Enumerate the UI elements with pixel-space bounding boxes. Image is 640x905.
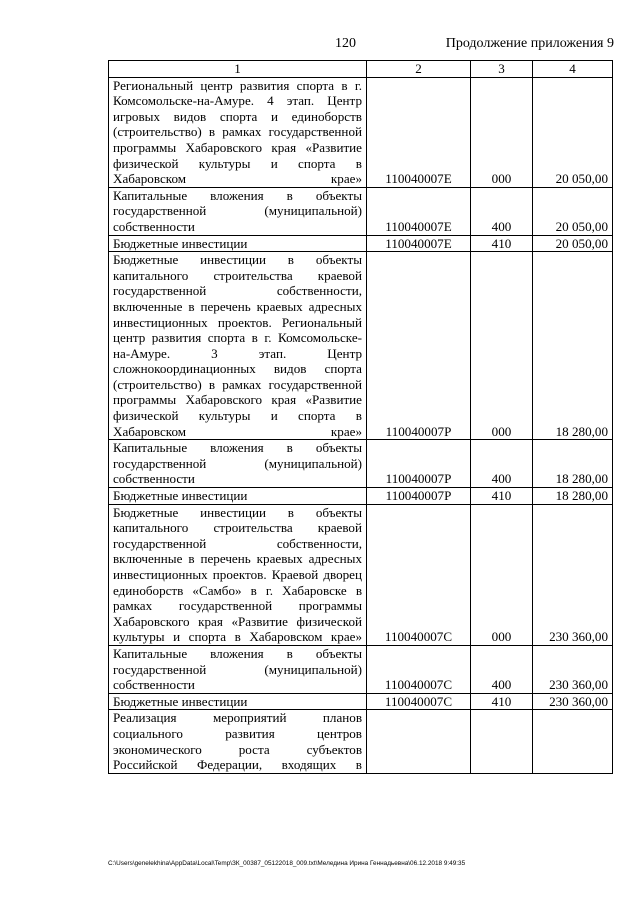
continuation-title: Продолжение приложения 9	[445, 36, 614, 51]
row-amount: 20 050,00	[533, 235, 613, 252]
row-code: 110040007С	[367, 504, 471, 645]
row-expense-type: 410	[471, 693, 533, 710]
page-number: 120	[335, 36, 356, 51]
row-expense-type: 410	[471, 488, 533, 505]
row-name: Бюджетные инвестиции в объекты капитального строительства краевой государственной собственности, включенные в перечень краевых адресных инвестиционных проектов. Краевой дворец единоборств «Самбо» в г. Хабаровске в рамках государственной программы Хабаровского края «Развитие физической культуры и спорта в Хабаровском крае»	[109, 504, 367, 645]
table-row	[109, 693, 613, 710]
row-code: 110040007Е	[367, 235, 471, 252]
row-expense-type: 000	[471, 252, 533, 440]
table-row	[109, 504, 613, 645]
row-name: Бюджетные инвестиции	[109, 488, 367, 505]
row-name: Бюджетные инвестиции в объекты капитального строительства краевой государственной собственности, включенные в перечень краевых адресных инвестиционных проектов. Региональный центр развития спорта в г. Комсомольске-на-Амуре. 3 этап. Центр сложнокоординационных видов спорта (строительство) в рамках государственной программы Хабаровского края «Развитие физической культуры и спорта в Хабаровском крае»	[109, 252, 367, 440]
row-code	[367, 710, 471, 773]
file-path-footer: C:\Users\genelekhina\AppData\Local\Temp\ЗК_00387_05122018_009.txt\Меледина Ирина Геннадьевна\06.12.2018 9:49:35	[108, 860, 466, 867]
row-amount: 230 360,00	[533, 693, 613, 710]
row-code: 110040007Е	[367, 187, 471, 235]
row-expense-type	[471, 710, 533, 773]
row-amount: 18 280,00	[533, 252, 613, 440]
row-expense-type: 000	[471, 77, 533, 187]
row-name: Капитальные вложения в объекты государственной (муниципальной) собственности	[109, 440, 367, 488]
table-row	[109, 252, 613, 440]
column-2-header: 2	[367, 61, 471, 78]
table-row	[109, 235, 613, 252]
column-1-header: 1	[109, 61, 367, 78]
row-name: Бюджетные инвестиции	[109, 693, 367, 710]
row-expense-type: 000	[471, 504, 533, 645]
column-number-row	[109, 61, 613, 78]
budget-table	[108, 60, 613, 774]
column-3-header: 3	[471, 61, 533, 78]
row-name: Капитальные вложения в объекты государственной (муниципальной) собственности	[109, 187, 367, 235]
table-row	[109, 440, 613, 488]
table-row	[109, 187, 613, 235]
table-row	[109, 488, 613, 505]
row-expense-type: 400	[471, 440, 533, 488]
row-name: Капитальные вложения в объекты государственной (муниципальной) собственности	[109, 645, 367, 693]
row-amount: 18 280,00	[533, 488, 613, 505]
row-amount: 230 360,00	[533, 504, 613, 645]
table-row	[109, 710, 613, 773]
row-code: 110040007С	[367, 645, 471, 693]
row-amount: 230 360,00	[533, 645, 613, 693]
row-amount: 18 280,00	[533, 440, 613, 488]
row-amount: 20 050,00	[533, 77, 613, 187]
row-code: 110040007С	[367, 693, 471, 710]
row-code: 110040007Р	[367, 252, 471, 440]
table-row	[109, 645, 613, 693]
row-expense-type: 400	[471, 645, 533, 693]
column-4-header: 4	[533, 61, 613, 78]
row-code: 110040007Р	[367, 488, 471, 505]
row-name: Бюджетные инвестиции	[109, 235, 367, 252]
row-code: 110040007Р	[367, 440, 471, 488]
row-code: 110040007Е	[367, 77, 471, 187]
row-expense-type: 400	[471, 187, 533, 235]
row-expense-type: 410	[471, 235, 533, 252]
table-row	[109, 77, 613, 187]
row-name: Реализация мероприятий планов социального развития центров экономического роста субъектов Российской Федерации, входящих в	[109, 710, 367, 773]
row-amount: 20 050,00	[533, 187, 613, 235]
row-name: Региональный центр развития спорта в г. Комсомольске-на-Амуре. 4 этап. Центр игровых видов спорта и единоборств (строительство) в рамках государственной программы Хабаровского края «Развитие физической культуры и спорта в Хабаровском крае»	[109, 77, 367, 187]
row-amount	[533, 710, 613, 773]
